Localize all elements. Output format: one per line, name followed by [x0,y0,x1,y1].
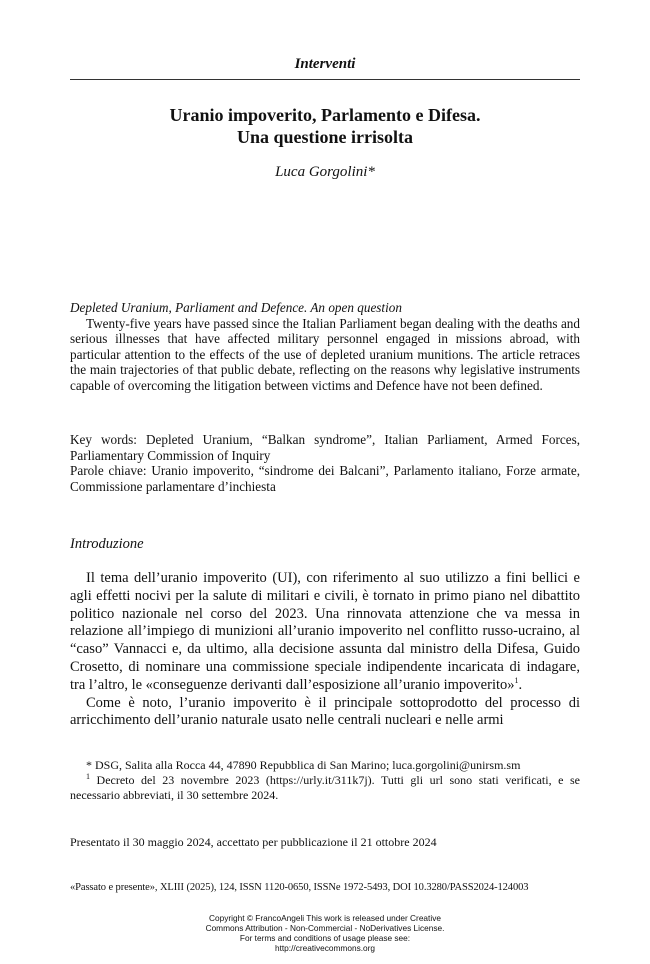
author-name: Luca Gorgolini* [275,164,375,180]
section-heading-introduzione: Introduzione [70,536,144,552]
keywords-english: Key words: Depleted Uranium, “Balkan syndrome”, Italian Parliament, Armed Forces, Parliamentary Commission of Inquiry [70,432,580,463]
abstract-title: Depleted Uranium, Parliament and Defence. An open question [70,300,402,315]
copyright-line: Copyright © FrancoAngeli This work is released under Creative [209,913,441,923]
footnote-1-marker: 1 [86,772,90,781]
copyright-line: Commons Attribution - Non-Commercial - NoDerivatives License. [205,923,445,933]
footnote-1-text: Decreto del 23 novembre 2023 (https://urly.it/311k7j). Tutti gli url sono stati verificati, e se necessario abbreviati, il 30 settembre 2024. [70,773,580,802]
copyright-link[interactable]: http://creativecommons.org [274,943,376,953]
section-header: Interventi [294,56,356,72]
abstract-body: Twenty-five years have passed since the Italian Parliament began dealing with the deaths and serious illnesses that have affected military personnel engaged in missions abroad, with particular attention to the effects of the use of depleted uranium munitions. The article retraces the main trajectories of that public debate, reflecting on the reasons why legislative instruments capable of overcoming the litigation between victims and Defence have not been defined. [70,315,580,393]
article-title-line2: Una questione irrisolta [236,127,413,147]
paragraph: Il tema dell’uranio impoverito (UI), con riferimento al suo utilizzo a fini bellici e agli effetti nocivi per la salute di militari e civili, è tornato in primo piano nel dibattito politico nazionale nel corso del 2023. Una rinnovata attenzione che va messa in relazione all’impiego di munizioni all’uranio impoverito nel conflitto russo-ucraino, al “caso” Vannacci e, da ultimo, alla decisione assunta dal ministro della Difesa, Guido Crosetto, di nominare una commissione speciale indipendente incaricata di indagare, tra l’altro, le «conseguenze derivanti dall’esposizione all’uranio impoverito»$^1$. [70,570,580,693]
footnote-marker[interactable]: 1 [514,675,519,685]
keywords [70,432,580,494]
article-title-line1: Uranio impoverito, Parlamento e Difesa. [169,105,481,125]
journal-citation: «Passato e presente», XLIII (2025), 124, ISSN 1120-0650, ISSNe 1972-5493, DOI 10.3280/PASS2024-124003 [70,882,529,893]
footnote-1 [70,773,580,803]
paragraph-text: Il tema dell’uranio impoverito (UI), con riferimento al suo utilizzo a fini bellici e agli effetti nocivi per la salute di militari e civili, è tornato in primo piano nel dibattito politico nazionale nel corso del 2023. Una rinnovata attenzione che va messa in relazione all’impiego di munizioni all’uranio impoverito nel conflitto russo-ucraino, al “caso” Vannacci e, da ultimo, alla decisione assunta dal ministro della Difesa, Guido Crosetto, di nominare una commissione speciale indipendente incaricata di indagare, tra l’altro, le «conseguenze derivanti dall’esposizione all’uranio impoverito» [70,570,580,693]
footnote-affiliation: * DSG, Salita alla Rocca 44, 47890 Repubblica di San Marino; luca.gorgolini@unirsm.sm [86,758,521,772]
abstract [70,300,580,393]
article-title [70,104,580,148]
header-divider [70,79,580,80]
submission-dates: Presentato il 30 maggio 2024, accettato per pubblicazione il 21 ottobre 2024 [70,835,437,849]
copyright-notice [150,913,500,953]
body-text [70,570,580,730]
footnotes [70,758,580,803]
copyright-line: For terms and conditions of usage please see: [239,933,411,943]
paragraph: Come è noto, l’uranio impoverito è il principale sottoprodotto del processo di arricchimento dell’uranio naturale usato nelle centrali nucleari e nelle armi [70,694,580,729]
keywords-italian: Parole chiave: Uranio impoverito, “sindrome dei Balcani”, Parlamento italiano, Forze armate, Commissione parlamentare d’inchiesta [70,463,580,494]
